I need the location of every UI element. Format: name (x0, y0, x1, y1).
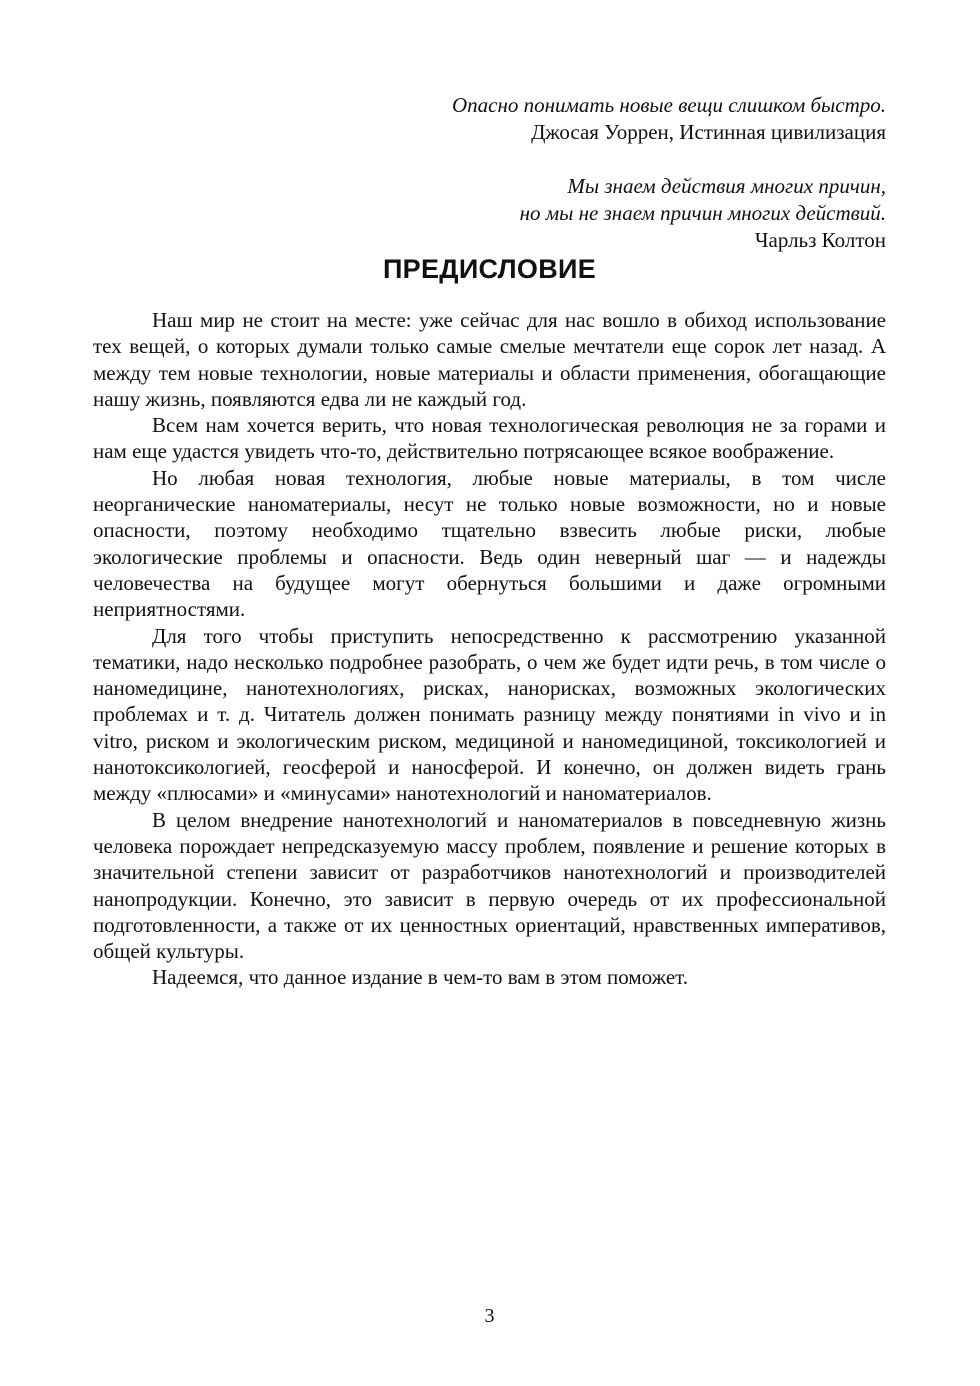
epigraphs (93, 92, 886, 254)
paragraph: Надеемся, что данное издание в чем-то вам в этом поможет. (152, 965, 689, 990)
epigraph-author: Чарльз Колтон (754, 228, 886, 252)
paragraph: В целом внедрение нанотехнологий и наноматериалов в повседневную жизнь человека порождает непредсказуемую массу проблем, появление и решение которых в значительной степени зависит от разработчиков нанотехнологий и производителей нанопродукции. Конечно, это зависит в первую очередь от их профессиональной подготовленности, а также от их ценностных ориентаций, нравственных императивов, общей культуры. (93, 807, 886, 964)
paragraph: Для того чтобы приступить непосредственно к рассмотрению указанной тематики, надо несколько подробнее разобрать, о чем же будет идти речь, в том числе о наномедицине, нанотехнологиях, рисках, нанорисках, возможных экологических проблемах и т. д. Читатель должен понимать разницу между понятиями in vivo и in vitro, риском и экологическим риском, медициной и наномедициной, токсикологией и нанотоксикологией, геосферой и наносферой. И конечно, он должен видеть грань между «плюсами» и «минусами» нанотехнологий и наноматериалов. (93, 623, 886, 806)
paragraph: Но любая новая технология, любые новые материалы, в том числе неорганические наноматериалы, несут не только новые возможности, но и новые опасности, поэтому необходимо тщательно взвесить любые риски, любые экологические проблемы и опасности. Ведь один неверный шаг — и надежды человечества на будущее могут обернуться большими и даже огромными неприятностями. (93, 465, 886, 622)
document-page (93, 0, 886, 1386)
epigraph-quote-line: но мы не знаем причин многих действий. (519, 201, 886, 225)
paragraph: Всем нам хочется верить, что новая технологическая революция не за горами и нам еще удастся увидеть что-то, действительно потрясающее всякое воображение. (93, 413, 886, 464)
epigraph-colton (93, 173, 886, 254)
epigraph-author: Джосая Уоррен, Истинная цивилизация (531, 120, 886, 144)
epigraph-quote-line: Мы знаем действия многих причин, (567, 174, 886, 198)
section-heading: ПРЕДИСЛОВИЕ (382, 254, 597, 284)
preface-body (93, 307, 886, 991)
epigraph-quote-line: Опасно понимать новые вещи слишком быстро. (451, 93, 886, 117)
epigraph-warren (93, 92, 886, 146)
paragraph: Наш мир не стоит на месте: уже сейчас для нас вошло в обиход использование тех вещей, о которых думали только самые смелые мечтатели еще сорок лет назад. А между тем новые технологии, новые материалы и области применения, обогащающие нашу жизнь, появляются едва ли не каждый год. (93, 308, 886, 411)
page-number: 3 (484, 1305, 495, 1327)
